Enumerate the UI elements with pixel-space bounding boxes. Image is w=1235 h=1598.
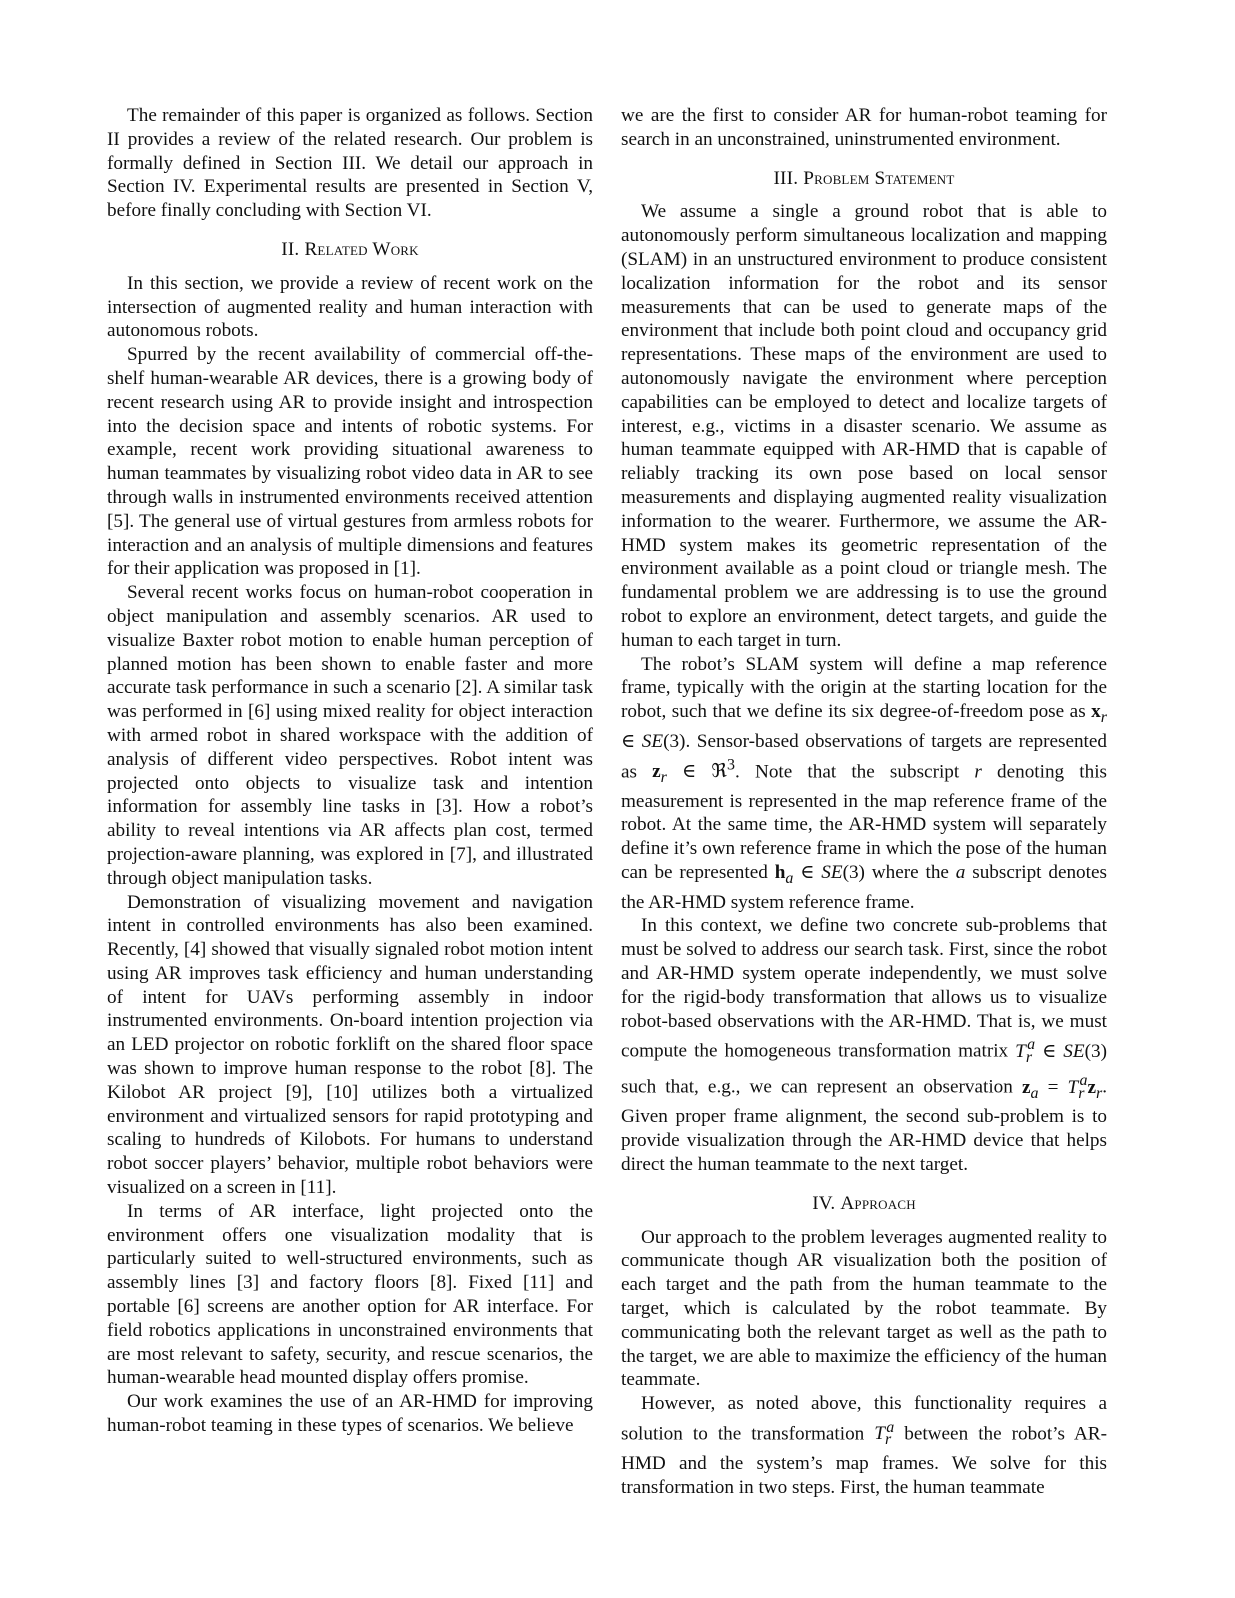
math-subscript-r: r [974,760,982,782]
paragraph-related-work-6: Our work examines the use of an AR-HMD for improving human-robot teaming in these types of scenarios. We believe [107,1391,593,1437]
math-robot-pose: $x_r$ ∈ SE(3) [621,701,1107,752]
section-number: II. [281,238,305,260]
math-observation-transform: $z_a = T_r^az_r$ [1021,1072,1103,1102]
math-transform-inline: $T_r^a$ [874,1418,895,1449]
paragraph-problem-1: We assume a single a ground robot that is able to autonomously perform simultaneous localization and mapping (SLAM) in an unstructured environment to produce consistent localization information for the robot and its sensor measurements that can be used to generate maps of the environment that include both point cloud and occupancy grid representations. These maps of the environment are used to autonomously navigate the environment where perception capabilities can be employed to detect and localize targets of interest, e.g., victims in a disaster scenario. We assume as human teammate equipped with AR-HMD that is capable of reliably tracking its own pose based on local sensor measurements and displaying augmented reality visualization information to the wearer. Furthermore, we assume the AR-HMD system makes its geometric representation of the environment available as a point cloud or triangle mesh. The fundamental problem we are addressing is to use the ground robot to explore an environment, detect targets, and guide the human to each target in turn. [621,201,1107,651]
math-human-pose: $h_a$ ∈ SE(3) [774,861,865,887]
section-heading-related-work [107,238,593,262]
left-column [107,104,593,1438]
paragraph-approach-1: Our approach to the problem leverages augmented reality to communicate though AR visualization both the position of each target and the path from the human teammate to the target, which is calculated by the robot teammate. By communicating both the relevant target as well as the path to the target, we are able to maximize the efficiency of the human teammate. [621,1226,1107,1391]
math-subscript-a: a [955,861,966,883]
section-number: III. [773,167,804,189]
paragraph-organization: The remainder of this paper is organized as follows. Section II provides a review of the related research. Our problem is formally defined in Section III. We detail our approach in Section IV. Experimental results are presented in Section V, before finally concluding with Section VI. [107,105,593,222]
section-number: IV. [812,1192,841,1214]
math-transform: $T_r^a$ ∈ SE(3) [1015,1036,1107,1066]
paragraph-related-work-5: In terms of AR interface, light projected onto the environment offers one visualization modality that is particularly suited to well-structured environments, such as assembly lines [3] and factory floors [8]. Fixed [11] and portable [6] screens are another option for AR interface. For field robotics applications in unconstrained environments that are most relevant to safety, security, and rescue scenarios, the human-wearable head mounted display offers promise. [107,1200,593,1389]
math-robot-observation: $z_r$ ∈ ℜ$^3$ [652,756,736,786]
section-title: Approach [840,1192,916,1214]
paragraph-related-work-4: Demonstration of visualizing movement and navigation intent in controlled environments has also been examined. Recently, [4] showed that visually signaled robot motion intent using AR improves task efficiency and human understanding of intent for UAVs performing assembly in indoor instrumented environments. On-board intention projection via an LED projector on robotic forklift on the shared floor space was shown to improve human response to the robot [8]. The Kilobot AR project [9], [10] utilizes both a virtualized environment and virtualized sensors for rapid prototyping and scaling to hundreds of Kilobots. For humans to understand robot soccer players’ behavior, multiple robot behaviors were visualized on a screen in [11]. [107,891,593,1199]
section-heading-problem-statement [621,167,1107,191]
paragraph-problem-3: In this context, we define two concrete sub-problems that must be solved to address our search task. First, since the robot and AR-HMD system operate independently, we must solve for the rigid-body transformation that allows us to visualize robot-based observations with the AR-HMD. That is, we must compute the homogeneous transformation matrix $T_r^a$ ∈ SE(3) such that, e.g., we can represent an observation $z_a = T_r^az_r$. Given proper frame alignment, the second sub-problem is to provide visualization through the AR-HMD device that helps direct the human teammate to the next target. [621,915,1108,1175]
paragraph-problem-2: The robot’s SLAM system will define a map reference frame, typically with the origin at the starting location for the robot, such that we define its six degree-of-freedom pose as $x_r$ ∈ SE(3). Sensor-based observations of targets are represented as $z_r$ ∈ ℜ$^3$. Note that the subscript r denoting this measurement is represented in the map reference frame of the robot. At the same time, the AR-HMD system will separately define it’s own reference frame in which the pose of the human can be represented $h_a$ ∈ SE(3) where the a subscript denotes the AR-HMD system reference frame. [621,653,1108,913]
paragraph-related-work-2: Spurred by the recent availability of commercial off-the-shelf human-wearable AR devices, there is a growing body of recent research using AR to provide insight and introspection into the decision space and intents of robotic systems. For example, recent work providing situational awareness to human teammates by visualizing robot video data in AR to see through walls in instrumented environments received attention [5]. The general use of virtual gestures from armless robots for interaction and an analysis of multiple dimensions and features for their application was proposed in [1]. [107,344,593,580]
paragraph-continuation: we are the first to consider AR for human-robot teaming for search in an unconstrained, uninstrumented environment. [621,105,1107,150]
section-title: Related Work [304,238,419,260]
paragraph-related-work-3: Several recent works focus on human-robot cooperation in object manipulation and assembly scenarios. AR used to visualize Baxter robot motion to enable human perception of planned motion has been shown to enable faster and more accurate task performance in such a scenario [2]. A similar task was performed in [6] using mixed reality for object interaction with armed robot in shared workspace with the addition of analysis of different video perspectives. Robot intent was projected onto objects to visualize task and intention information for assembly line tasks in [3]. How a robot’s ability to reveal intentions via AR affects plan cost, termed projection-aware planning, was explored in [7], and illustrated through object manipulation tasks. [107,582,593,889]
paragraph-related-work-1: In this section, we provide a review of recent work on the intersection of augmented reality and human interaction with autonomous robots. [107,272,593,342]
paragraph-approach-2: However, as noted above, this functionality requires a solution to the transformation $T_r^a$ between the robot’s AR-HMD and the system’s map frames. We solve for this transformation in two steps. First, the human teammate [621,1393,1107,1498]
section-heading-approach [621,1192,1107,1216]
right-column [621,104,1107,1500]
section-title: Problem Statement [803,167,955,189]
